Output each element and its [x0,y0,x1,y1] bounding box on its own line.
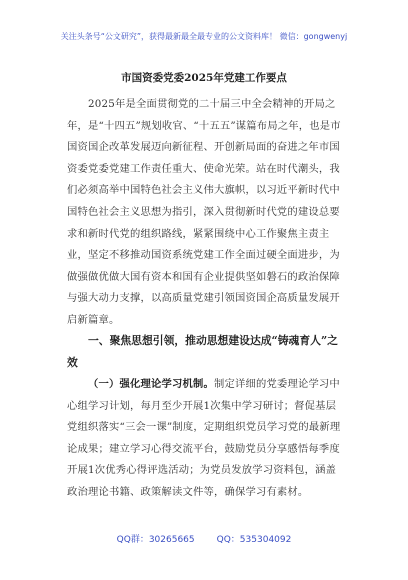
qq-number-text[interactable]: QQ：535304092 [216,535,292,545]
qq-group-text[interactable]: QQ群：30265665 [116,535,195,545]
promo-banner[interactable]: 关注头条号“公文研究”，获得最新最全最专业的公文资料库！ 微信：gongwenyj [60,32,348,41]
contact-footer [0,532,408,545]
subsection-paragraph [67,374,345,504]
intro-paragraph: 2025年是全面贯彻党的二十届三中全会精神的开局之年，是“十四五”规划收官、“十五五”谋篇布局之年，也是市国资国企改革发展迈向新征程、开创新局面的奋进之年市国资委党委党建工作责任重大、使命光荣。站在时代潮头，我们必须高举中国特色社会主义伟大旗帜，以习近平新时代中国特色社会主义思想为指引，深入贯彻新时代党的建设总要求和新时代党的组织路线，紧紧围绕中心工作聚焦主责主业，坚定不移推动国资系统党建工作全面过硬全面进步，为做强做优做大国有资本和国有企业提供坚如磐石的政治保障与强大动力支撑，以高质量党建引领国资国企高质量发展开启新篇章。 [67,98,341,326]
subsection-label: （一）强化理论学习机制。 [88,378,214,390]
section-heading: 一、聚焦思想引领，推动思想建设达成“铸魂育人”之效 [67,334,338,369]
subsection-text: 制定详细的党委理论学习中心组学习计划，每月至少开展1次集中学习研讨；督促基层党组织落实“三会一课”制度，定期组织党员学习党的最新理论成果；建立学习心得交流平台，鼓励党员分享感悟每季度开展1次优秀心得评选活动；为党员发放学习资料包，涵盖政治理论书籍、政策解读文件等，确保学习有素材。 [67,378,341,498]
document-title: 市国资委党委2025年党建工作要点 [121,72,287,84]
